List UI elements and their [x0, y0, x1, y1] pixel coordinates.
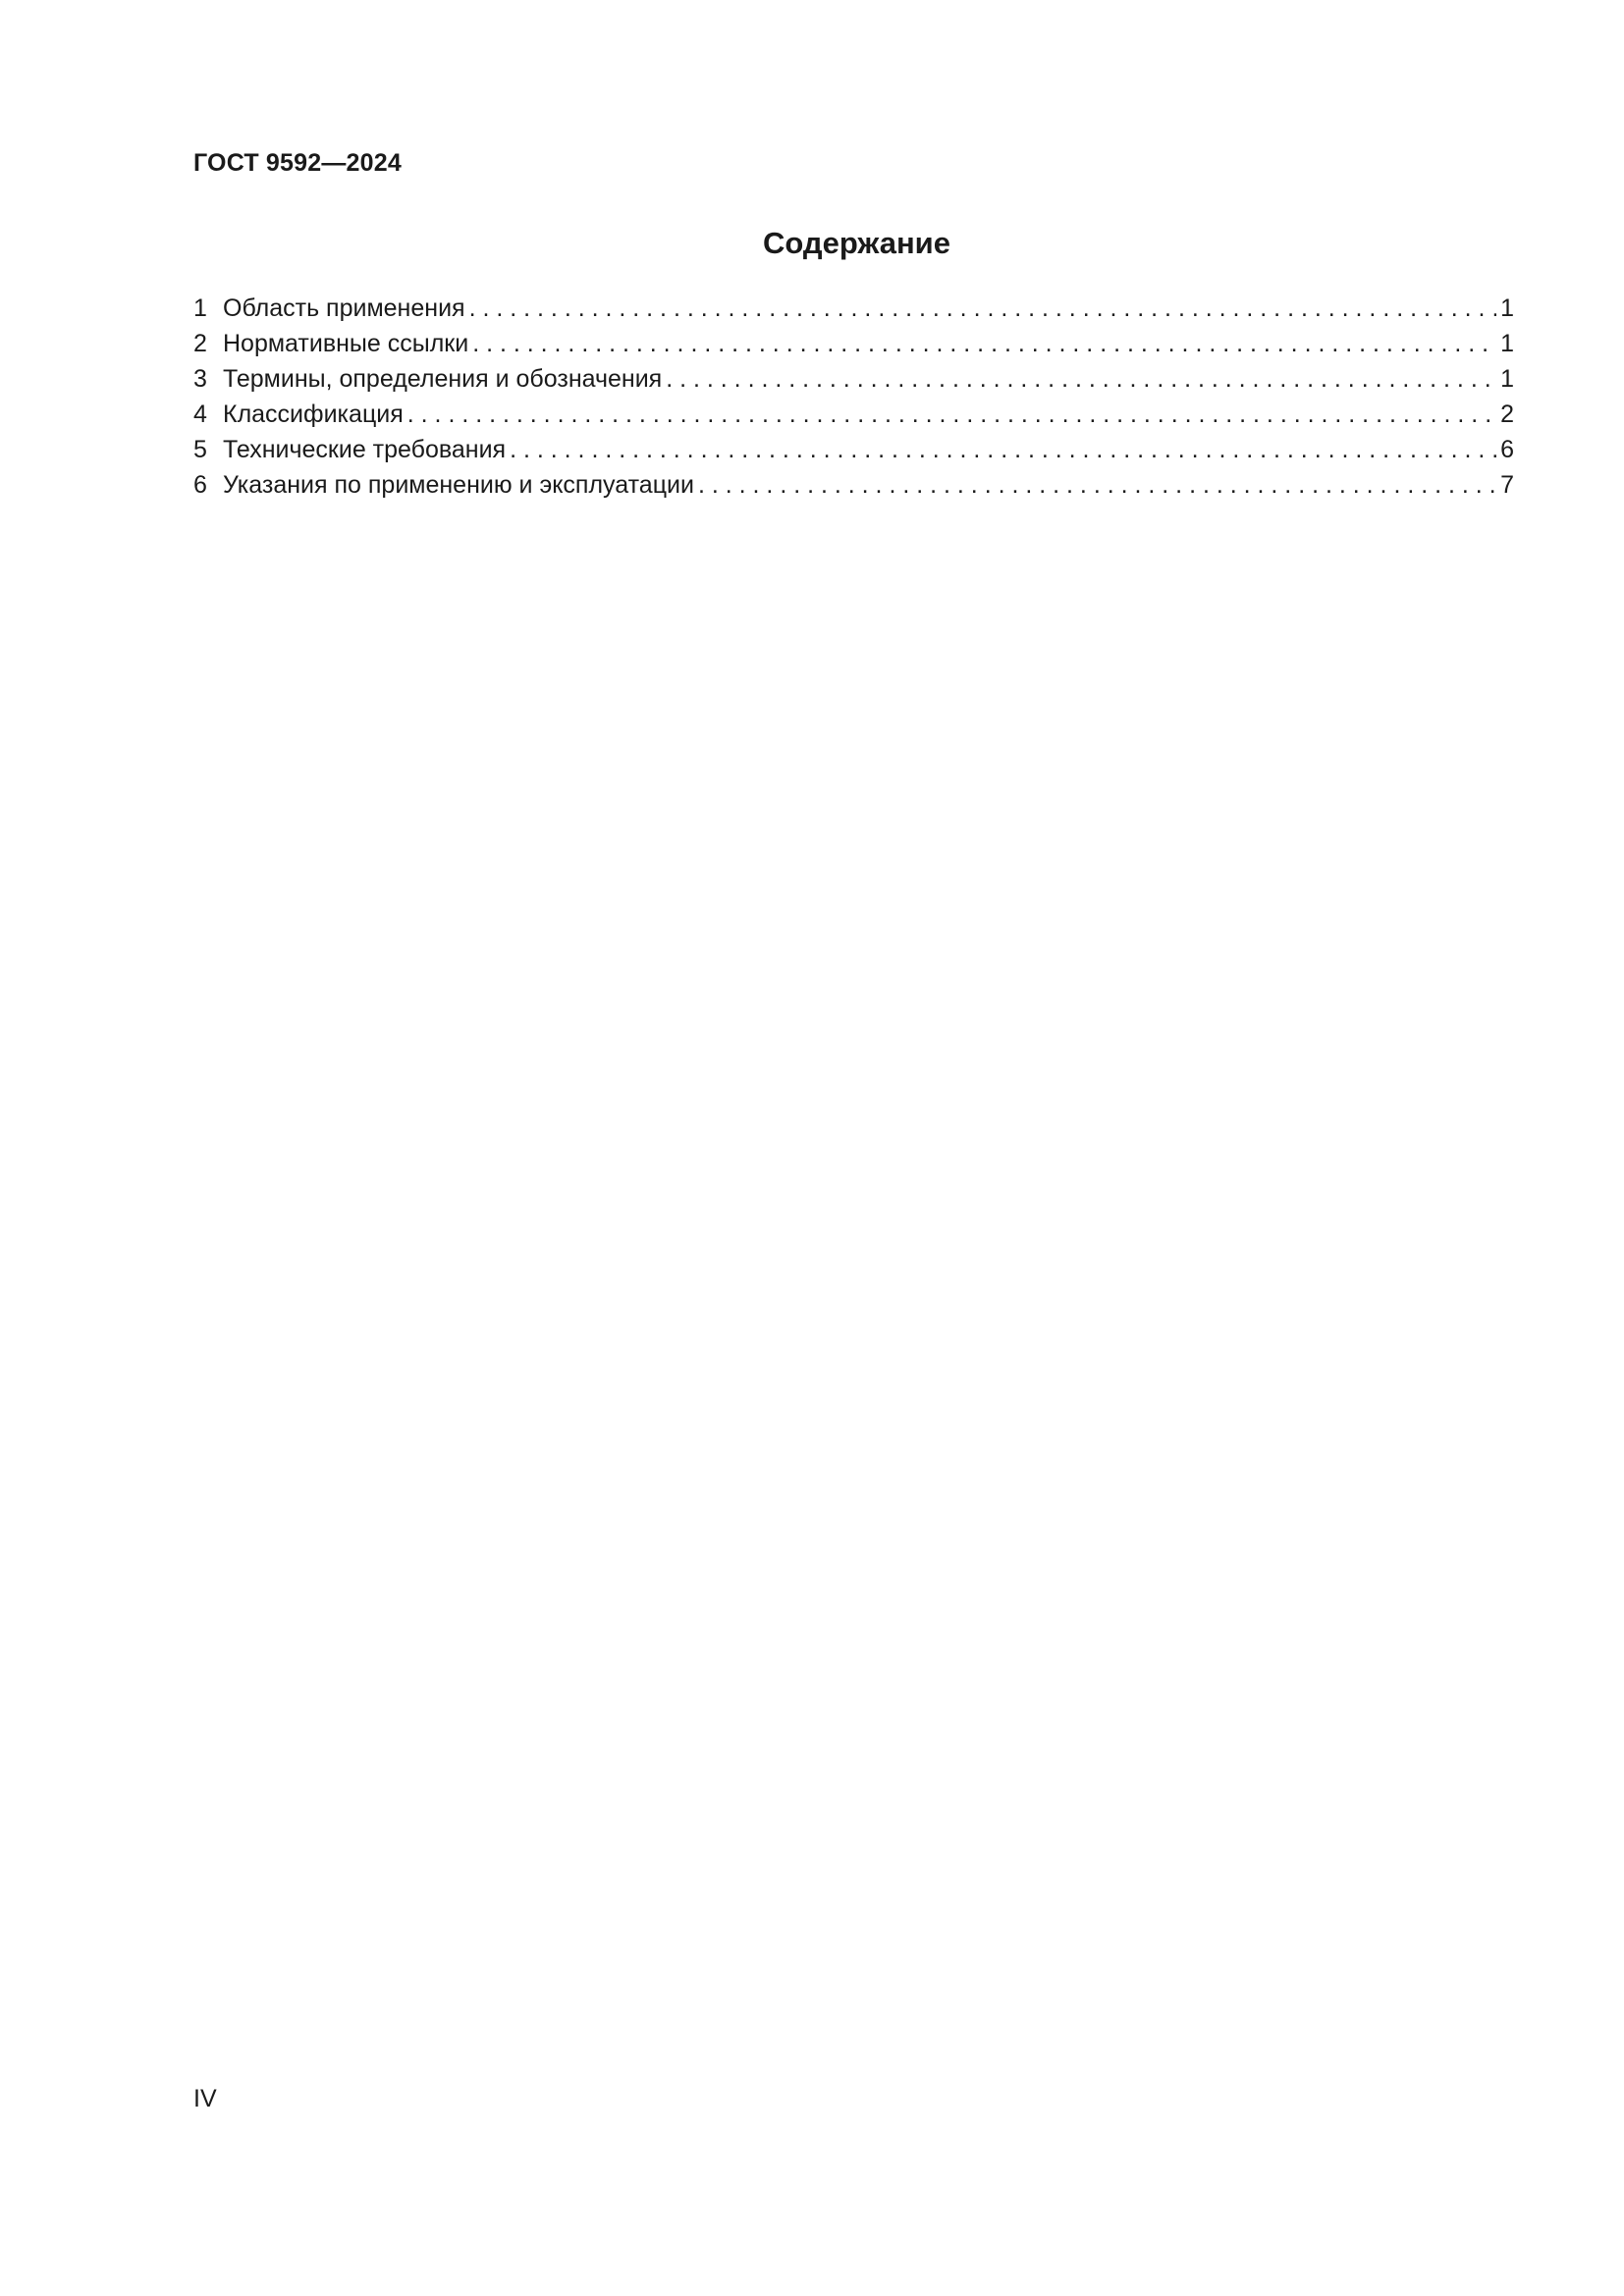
toc-entry-number: 2: [193, 330, 207, 357]
page-number: IV: [193, 2085, 217, 2112]
toc-leader-dots: [407, 397, 1496, 432]
toc-entry-number: 4: [193, 400, 207, 428]
toc-entry[interactable]: [193, 467, 1514, 503]
toc-leader-dots: [698, 467, 1496, 503]
toc-entry-page: 6: [1500, 436, 1514, 463]
toc-entry[interactable]: [193, 291, 1514, 326]
document-code: ГОСТ 9592—2024: [193, 149, 402, 177]
toc-entry-page: 2: [1500, 400, 1514, 428]
toc-leader-dots: [510, 432, 1496, 467]
toc-entry-page: 1: [1500, 365, 1514, 393]
toc-entry-number: 5: [193, 436, 207, 463]
toc-entry-label: Нормативные ссылки: [223, 330, 469, 357]
toc-entry[interactable]: [193, 361, 1514, 397]
toc-entry-number: 1: [193, 294, 207, 322]
toc-entry-label: Область применения: [223, 294, 465, 322]
table-of-contents: [193, 291, 1514, 503]
toc-entry-page: 7: [1500, 471, 1514, 499]
toc-entry[interactable]: [193, 397, 1514, 432]
toc-entry-label: Классификация: [223, 400, 404, 428]
toc-leader-dots: [472, 326, 1496, 361]
toc-entry-label: Технические требования: [223, 436, 507, 463]
toc-entry-number: 6: [193, 471, 207, 499]
toc-entry[interactable]: [193, 326, 1514, 361]
toc-entry-label: Указания по применению и эксплуатации: [223, 471, 694, 499]
toc-entry-label: Термины, определения и обозначения: [223, 365, 663, 393]
toc-entry-page: 1: [1500, 330, 1514, 357]
toc-title: Содержание: [763, 226, 950, 260]
toc-entry-page: 1: [1500, 294, 1514, 322]
toc-leader-dots: [469, 291, 1497, 326]
toc-entry[interactable]: [193, 432, 1514, 467]
toc-leader-dots: [666, 361, 1496, 397]
toc-entry-number: 3: [193, 365, 207, 393]
